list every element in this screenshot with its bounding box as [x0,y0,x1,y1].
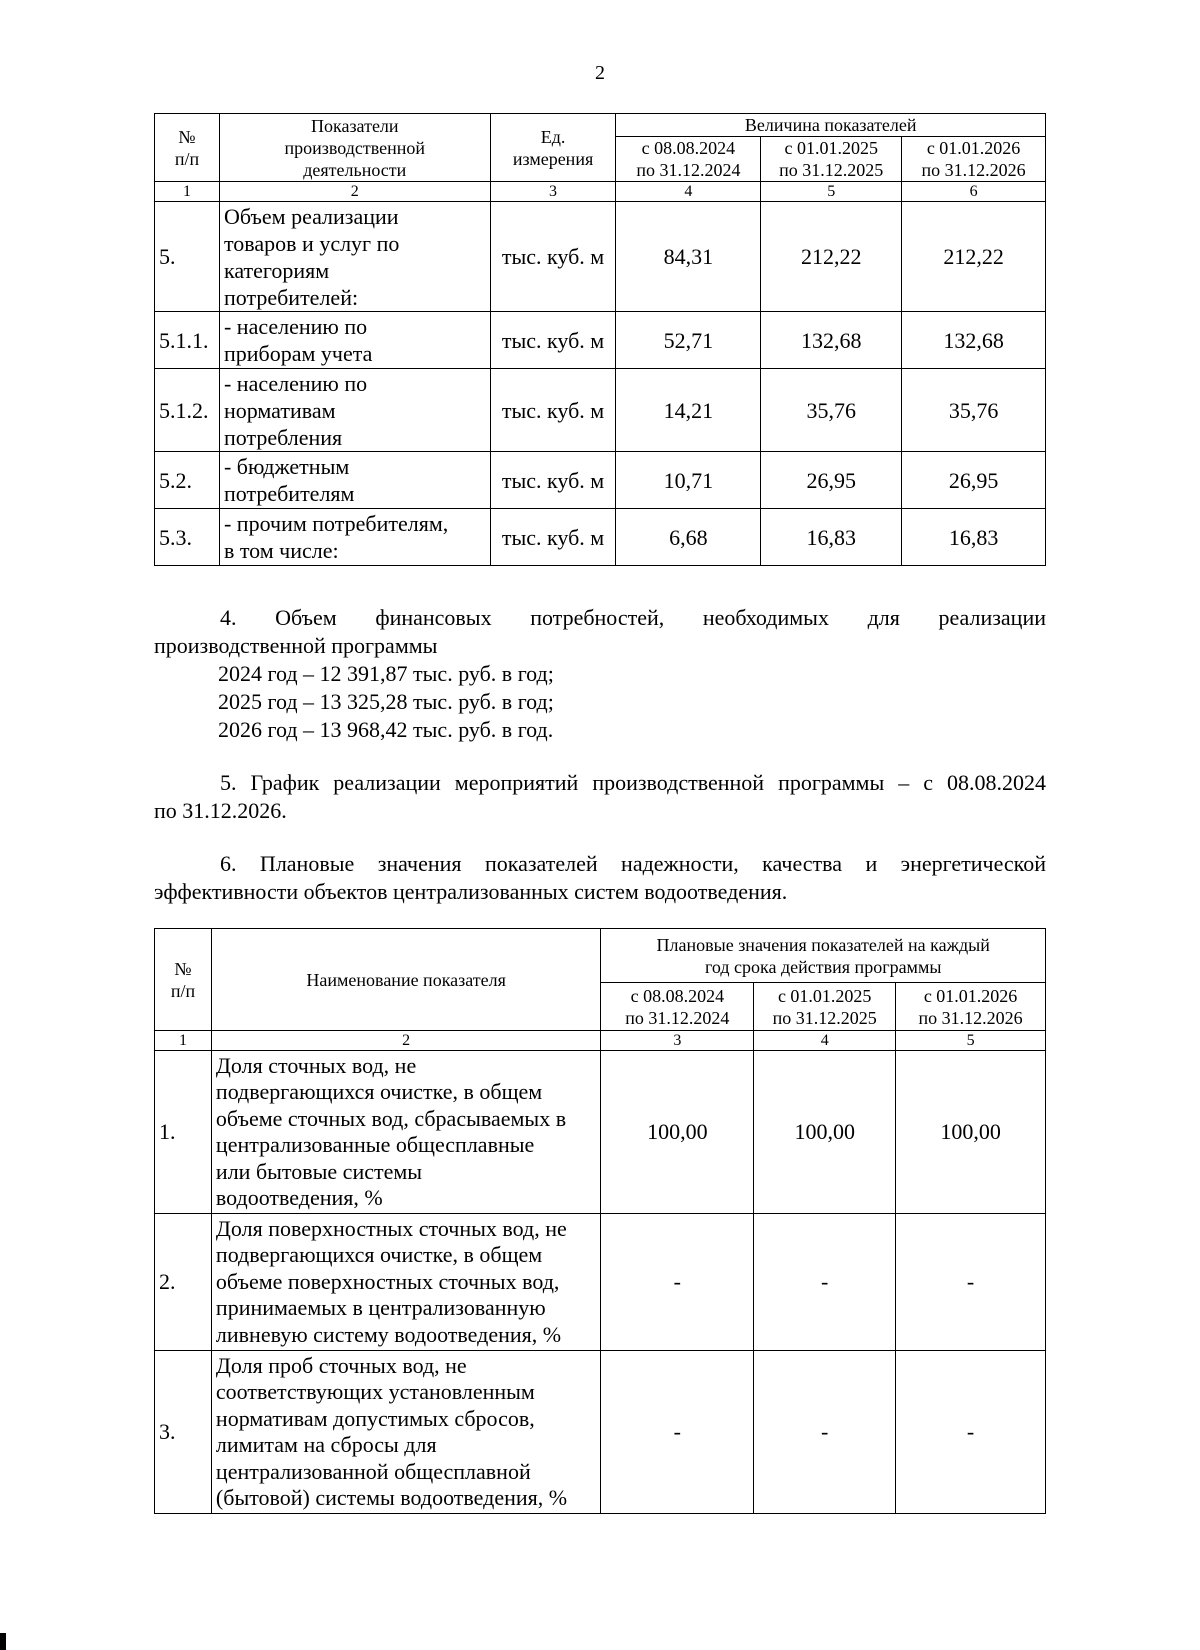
row-num: 3. [155,1351,212,1514]
header-num: № п/п [155,114,220,182]
header-period-1: с 08.08.2024 по 31.12.2024 [616,137,761,182]
header-period-2: с 01.01.2025 по 31.12.2025 [761,137,902,182]
row-value-3: 100,00 [896,1051,1046,1214]
row-name: Доля поверхностных сточных вод, не подвергающихся очистке, в общем объеме поверхностных сточных вод, принимаемых в централизованную ливневую систему водоотведения, % [211,1214,601,1351]
row-value-3: 26,95 [902,452,1046,509]
row-value-1: - [601,1214,754,1351]
table-row [155,1051,1046,1214]
row-value-3: 132,68 [902,312,1046,369]
row-unit: тыс. куб. м [490,312,616,369]
table-row [155,202,1046,312]
row-num: 5.1.2. [155,369,220,452]
section-4-year-2024: 2024 год – 12 391,87 тыс. руб. в год; [218,661,554,686]
row-value-2: 212,22 [761,202,902,312]
header-num: № п/п [155,929,212,1031]
row-name: - прочим потребителям, в том числе: [219,509,490,566]
row-value-1: 14,21 [616,369,761,452]
row-value-2: - [754,1351,896,1514]
row-value-3: - [896,1214,1046,1351]
section-4-year-2025: 2025 год – 13 325,28 тыс. руб. в год; [218,689,554,714]
row-unit: тыс. куб. м [490,509,616,566]
index-cell: 5 [761,182,902,202]
production-indicators-table [154,113,1046,566]
index-cell: 4 [616,182,761,202]
section-6-line-2: эффективности объектов централизованных систем водоотведения. [154,879,788,904]
header-period-3: с 01.01.2026 по 31.12.2026 [902,137,1046,182]
row-value-3: - [896,1351,1046,1514]
row-unit: тыс. куб. м [490,452,616,509]
header-period-1: с 08.08.2024 по 31.12.2024 [601,983,754,1031]
header-period-2: с 01.01.2025 по 31.12.2025 [754,983,896,1031]
row-num: 2. [155,1214,212,1351]
index-cell: 5 [896,1031,1046,1051]
section-4-line-2: производственной программы [154,633,438,658]
index-cell: 1 [155,182,220,202]
row-unit: тыс. куб. м [490,202,616,312]
row-name: - населению по приборам учета [219,312,490,369]
row-value-2: 100,00 [754,1051,896,1214]
row-name: Доля проб сточных вод, не соответствующих установленным нормативам допустимых сбросов, лимитам на сбросы для централизованной общесплавной (бытовой) системы водоотведения, % [211,1351,601,1514]
row-value-3: 16,83 [902,509,1046,566]
table-row [155,369,1046,452]
index-cell: 1 [155,1031,212,1051]
index-cell: 2 [219,182,490,202]
row-num: 5. [155,202,220,312]
row-unit: тыс. куб. м [490,369,616,452]
index-cell: 3 [490,182,616,202]
scan-edge-mark [0,1633,6,1650]
index-cell: 2 [211,1031,601,1051]
header-indicators: Показатели производственной деятельности [219,114,490,182]
row-name: - населению по нормативам потребления [219,369,490,452]
header-values-group: Плановые значения показателей на каждый год срока действия программы [601,929,1046,983]
index-cell: 4 [754,1031,896,1051]
row-value-3: 212,22 [902,202,1046,312]
row-name: Доля сточных вод, не подвергающихся очистке, в общем объеме сточных вод, сбрасываемых в централизованные общесплавные или бытовые системы водоотведения, % [211,1051,601,1214]
section-4-line-1: 4. Объем финансовых потребностей, необходимых для реализации [220,605,1046,630]
table-row [155,1351,1046,1514]
header-name: Наименование показателя [211,929,601,1031]
reliability-indicators-table [154,928,1046,1514]
row-value-2: 132,68 [761,312,902,369]
row-value-2: 16,83 [761,509,902,566]
row-value-2: 26,95 [761,452,902,509]
row-num: 5.1.1. [155,312,220,369]
row-value-2: 35,76 [761,369,902,452]
row-value-1: 6,68 [616,509,761,566]
table-row [155,312,1046,369]
section-5-line-1: 5. График реализации мероприятий производственной программы – с 08.08.2024 [220,770,1046,795]
table-row [155,509,1046,566]
section-4-year-2026: 2026 год – 13 968,42 тыс. руб. в год. [218,717,554,742]
table-row [155,1214,1046,1351]
row-num: 5.3. [155,509,220,566]
row-value-1: - [601,1351,754,1514]
section-6-line-1: 6. Плановые значения показателей надежности, качества и энергетической [220,851,1046,876]
index-cell: 6 [902,182,1046,202]
row-name: - бюджетным потребителям [219,452,490,509]
header-period-3: с 01.01.2026 по 31.12.2026 [896,983,1046,1031]
header-unit: Ед. измерения [490,114,616,182]
row-value-2: - [754,1214,896,1351]
row-value-1: 100,00 [601,1051,754,1214]
header-values-group: Величина показателей [616,114,1046,137]
row-name: Объем реализации товаров и услуг по категориям потребителей: [219,202,490,312]
index-cell: 3 [601,1031,754,1051]
section-5-line-2: по 31.12.2026. [154,798,287,823]
row-value-1: 10,71 [616,452,761,509]
row-value-1: 52,71 [616,312,761,369]
row-value-3: 35,76 [902,369,1046,452]
row-num: 1. [155,1051,212,1214]
table-row [155,452,1046,509]
row-num: 5.2. [155,452,220,509]
page-number: 2 [595,62,605,84]
row-value-1: 84,31 [616,202,761,312]
